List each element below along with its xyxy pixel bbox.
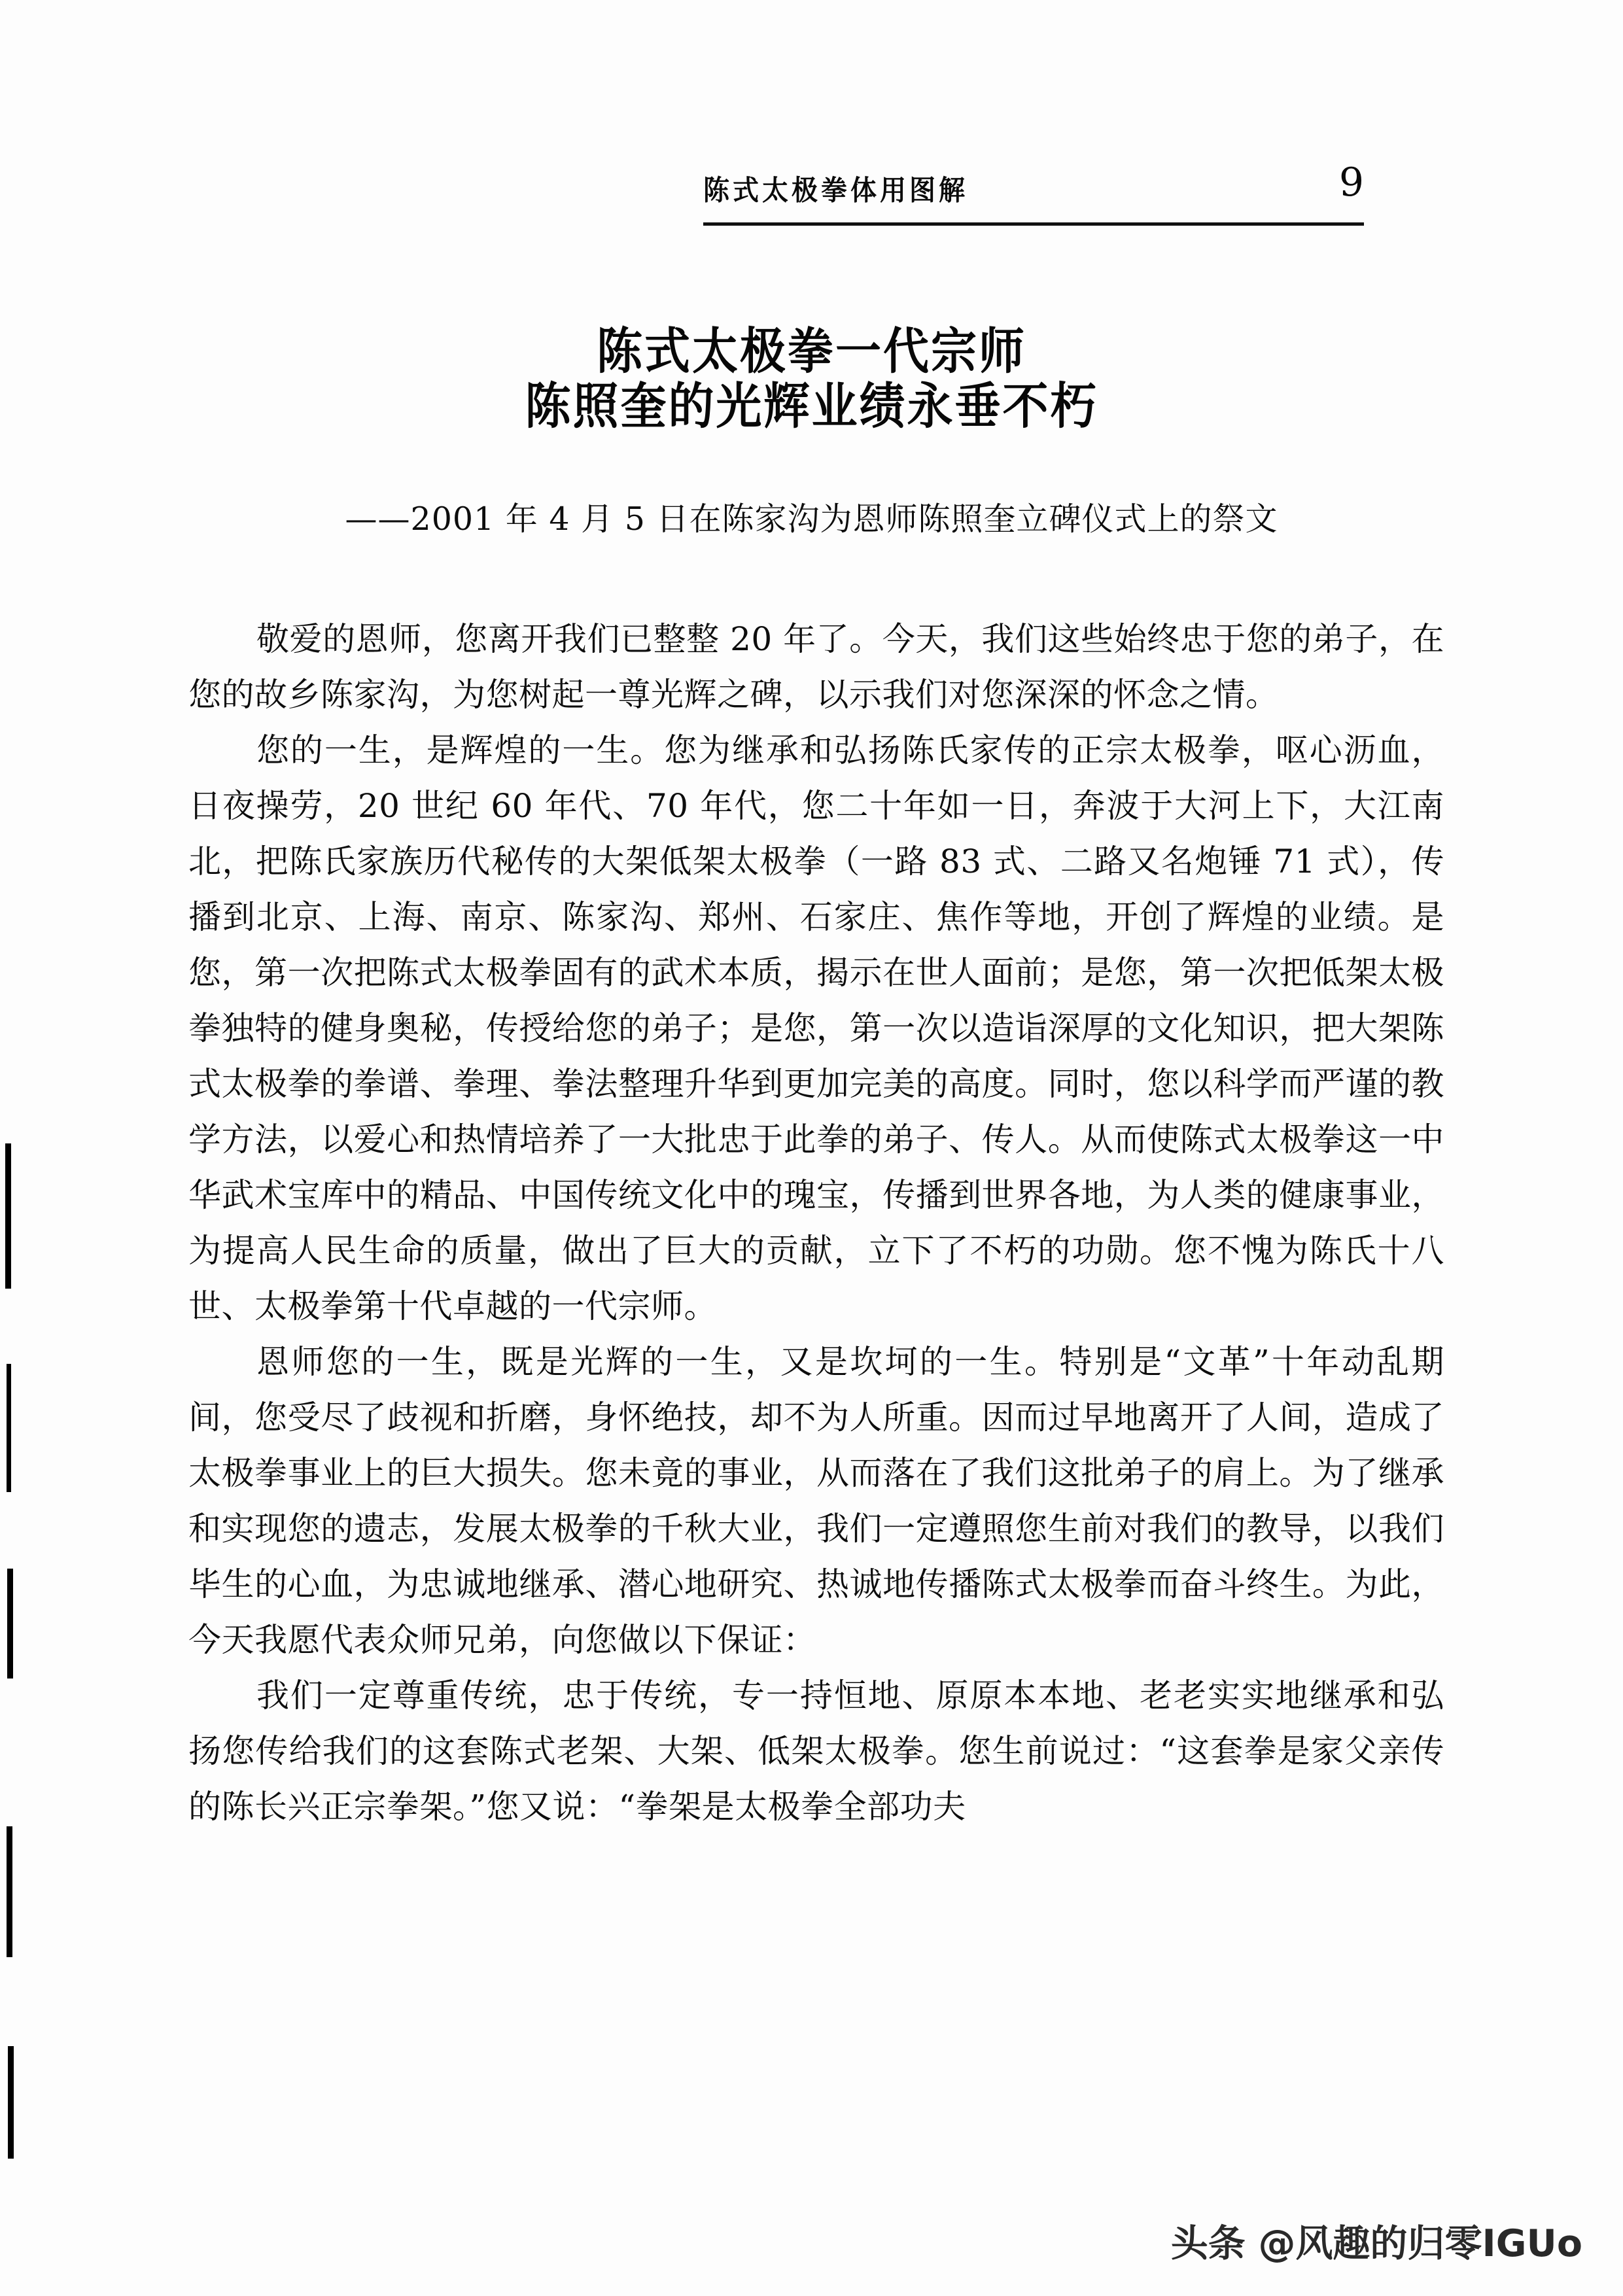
scan-artifact bbox=[8, 2046, 14, 2159]
page-number: 9 bbox=[1338, 160, 1364, 205]
running-head-title: 陈式太极拳体用图解 bbox=[703, 175, 968, 207]
scan-artifact bbox=[5, 1143, 11, 1289]
page-title-line-2: 陈照奎的光辉业绩永垂不朽 bbox=[525, 377, 1098, 436]
body-text bbox=[188, 612, 1444, 1835]
watermark: 头条 @风趣的归零IGUo bbox=[1170, 2222, 1582, 2265]
paragraph: 恩师您的一生，既是光辉的一生，又是坎坷的一生。特别是“文革”十年动乱期间，您受尽了歧视和折磨，身怀绝技，却不为人所重。因而过早地离开了人间，造成了太极拳事业上的巨大损失。您未竟的事业，从而落在了我们这批弟子的肩上。为了继承和实现您的遗志，发展太极拳的千秋大业，我们一定遵照您生前对我们的教导，以我们毕生的心血，为忠诚地继承、潜心地研究、热诚地传播陈式太极拳而奋斗终生。为此，今天我愿代表众师兄弟，向您做以下保证： bbox=[188, 1343, 1444, 1659]
page-title-line-1: 陈式太极拳一代宗师 bbox=[597, 322, 1026, 381]
page-title bbox=[0, 324, 1623, 434]
scan-artifact bbox=[7, 1364, 11, 1492]
paragraph: 敬爱的恩师，您离开我们已整整 20 年了。今天，我们这些始终忠于您的弟子，在您的故乡陈家沟，为您树起一尊光辉之碑，以示我们对您深深的怀念之情。 bbox=[188, 620, 1444, 714]
running-head-rule bbox=[703, 222, 1364, 226]
scan-artifact bbox=[7, 1569, 13, 1679]
paragraph: 您的一生，是辉煌的一生。您为继承和弘扬陈氏家传的正宗太极拳，呕心沥血，日夜操劳，20 世纪 60 年代、70 年代，您二十年如一日，奔波于大河上下，大江南北，把陈氏家族历代秘传的大架低架太极拳（一路 83 式、二路又名炮锤 71 式），传播到北京、上海、南京、陈家沟、郑州、石家庄、焦作等地，开创了辉煌的业绩。是您，第一次把陈式太极拳固有的武术本质，揭示在世人面前；是您，第一次把低架太极拳独特的健身奥秘，传授给您的弟子；是您，第一次以造诣深厚的文化知识，把大架陈式太极拳的拳谱、拳理、拳法整理升华到更加完美的高度。同时，您以科学而严谨的教学方法，以爱心和热情培养了一大批忠于此拳的弟子、传人。从而使陈式太极拳这一中华武术宝库中的精品、中国传统文化中的瑰宝，传播到世界各地，为人类的健康事业，为提高人民生命的质量，做出了巨大的贡献，立下了不朽的功勋。您不愧为陈氏十八世、太极拳第十代卓越的一代宗师。 bbox=[188, 731, 1444, 1325]
scan-artifact bbox=[7, 1826, 12, 1957]
paragraph: 我们一定尊重传统，忠于传统，专一持恒地、原原本本地、老老实实地继承和弘扬您传给我们的这套陈式老架、大架、低架太极拳。您生前说过：“这套拳是家父亲传的陈长兴正宗拳架。”您又说：“拳架是太极拳全部功夫 bbox=[188, 1677, 1444, 1826]
running-head bbox=[703, 160, 1364, 241]
page-subtitle: ——2001 年 4 月 5 日在陈家沟为恩师陈照奎立碑仪式上的祭文 bbox=[345, 500, 1278, 538]
